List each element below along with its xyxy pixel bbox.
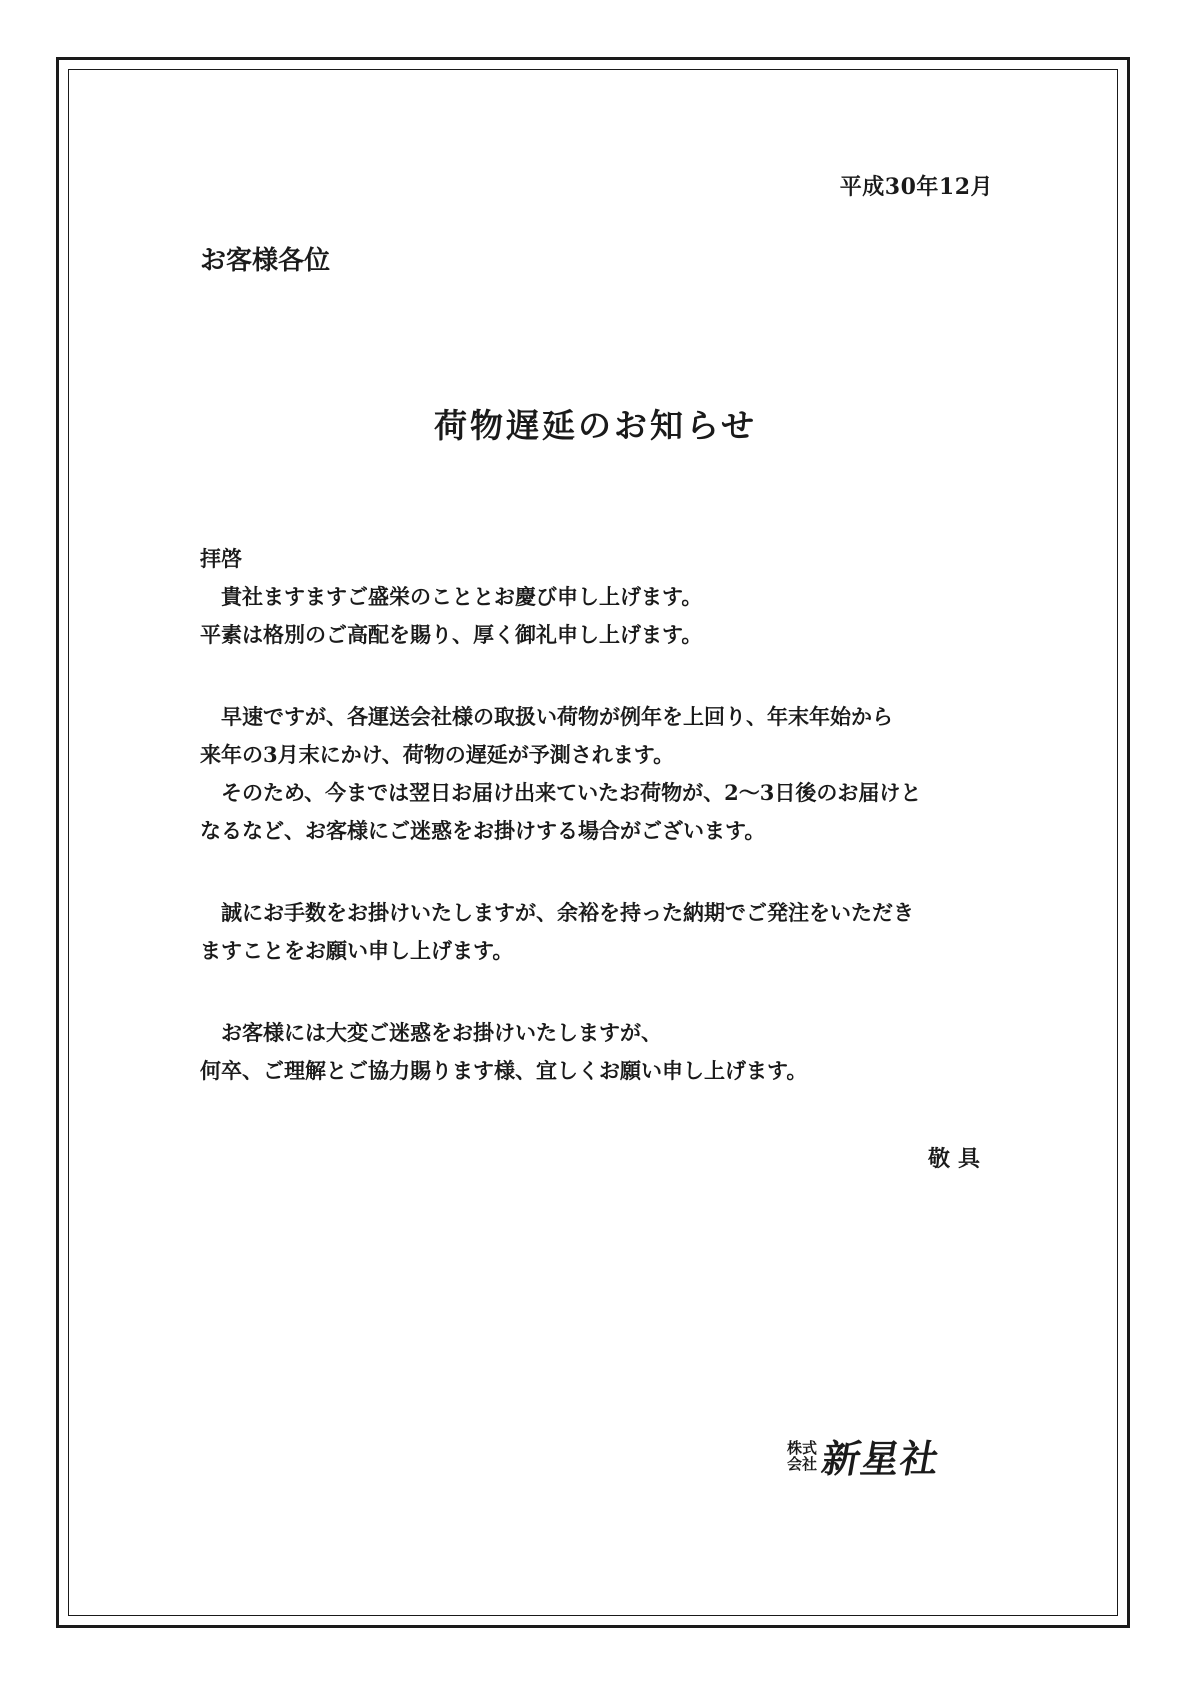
company-logo: [787, 1428, 944, 1483]
letter-body: [200, 540, 1010, 1090]
body-line: お客様には大変ご迷惑をお掛けいたしますが、: [200, 1020, 662, 1045]
paragraph-gap: [200, 970, 1010, 1014]
closing-phrase: 敬具: [927, 1146, 988, 1172]
body-line: なるなど、お客様にご迷惑をお掛けする場合がございます。: [200, 818, 766, 843]
body-line: ますことをお願い申し上げます。: [200, 938, 514, 963]
company-type-bottom: 会社: [787, 1454, 818, 1473]
paragraph-gap: [200, 850, 1010, 894]
notice-title: 荷物遅延のお知らせ: [433, 406, 757, 445]
company-name: 新星社: [818, 1437, 944, 1481]
body-line: 早速ですが、各運送会社様の取扱い荷物が例年を上回り、年末年始から: [200, 704, 893, 729]
addressee: お客様各位: [200, 246, 331, 276]
body-line: 来年の3月末にかけ、荷物の遅延が予測されます。: [200, 742, 675, 767]
body-line: 平素は格別のご高配を賜り、厚く御礼申し上げます。: [200, 622, 703, 647]
greeting: 拝啓: [200, 546, 242, 571]
company-type-top: 株式: [787, 1438, 818, 1457]
letter-date: 平成30年12月: [839, 174, 993, 200]
body-line: 何卒、ご理解とご協力賜ります様、宜しくお願い申し上げます。: [200, 1058, 808, 1083]
paragraph-gap: [200, 654, 1010, 698]
body-line: そのため、今までは翌日お届け出来ていたお荷物が、2〜3日後のお届けと: [200, 780, 922, 805]
company-type: [787, 1440, 817, 1472]
body-line: 貴社ますますご盛栄のこととお慶び申し上げます。: [200, 584, 703, 609]
body-line: 誠にお手数をお掛けいたしますが、余裕を持った納期でご発注をいただき: [200, 900, 914, 925]
